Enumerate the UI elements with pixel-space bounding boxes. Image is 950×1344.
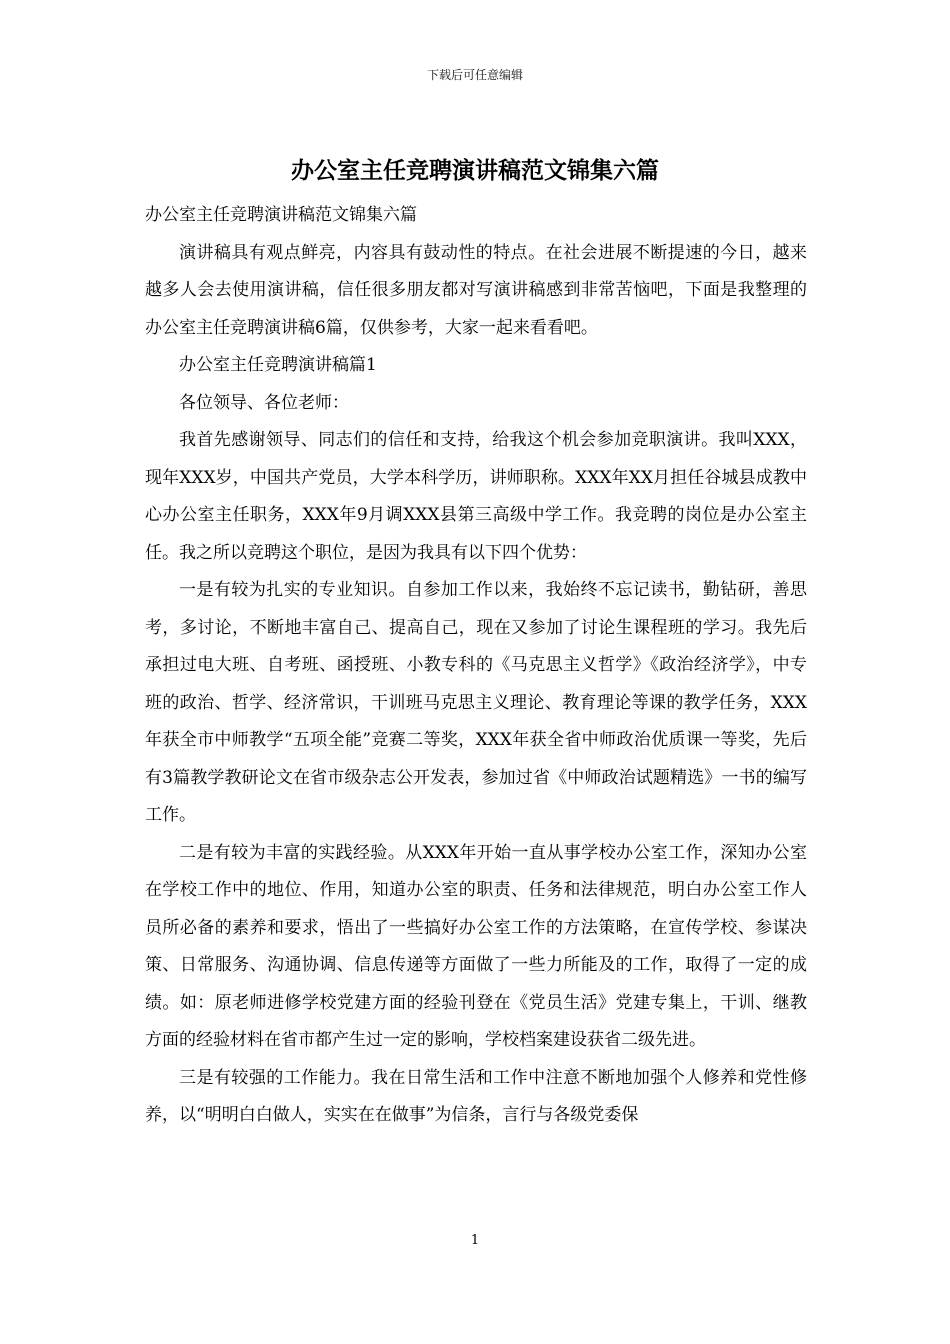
- page-number: 1: [470, 1233, 480, 1248]
- header-note: 下载后可任意编辑: [426, 68, 523, 82]
- paragraph: 各位领导、各位老师：: [179, 392, 349, 413]
- paragraph: 演讲稿具有观点鲜亮，内容具有鼓动性的特点。在社会进展不断提速的今日，越来越多人会去使用演讲稿，信任很多朋友都对写演讲稿感到非常苦恼吧，下面是我整理的办公室主任竞聘演讲稿6篇，仅供参考，大家一起来看看吧。: [145, 242, 807, 338]
- paragraph: 二是有较为丰富的实践经验。从XXX年开始一直从事学校办公室工作，深知办公室在学校工作中的地位、作用，知道办公室的职责、任务和法律规范，明白办公室工作人员所必备的素养和要求，悟出了一些搞好办公室工作的方法策略，在宣传学校、参谋决策、日常服务、沟通协调、信息传递等方面做了一些力所能及的工作，取得了一定的成绩。如：原老师进修学校党建方面的经验刊登在《党员生活》党建专集上，干训、继教方面的经验材料在省市都产生过一定的影响，学校档案建设获省二级先进。: [145, 842, 807, 1050]
- paragraph: 三是有较强的工作能力。我在日常生活和工作中注意不断地加强个人修养和党性修养，以“明明白白做人，实实在在做事”为信条，言行与各级党委保: [145, 1067, 807, 1125]
- document-body: [145, 197, 807, 1135]
- paragraph: 办公室主任竞聘演讲稿篇1: [179, 355, 377, 375]
- paragraph: 我首先感谢领导、同志们的信任和支持，给我这个机会参加竞职演讲。我叫XXX，现年XXX岁，中国共产党员，大学本科学历，讲师职称。XXX年XX月担任谷城县成教中心办公室主任职务，XXX年9月调XXX县第三高级中学工作。我竞聘的岗位是办公室主任。我之所以竞聘这个职位，是因为我具有以下四个优势：: [145, 430, 807, 563]
- paragraph: 一是有较为扎实的专业知识。自参加工作以来，我始终不忘记读书，勤钻研，善思考，多讨论，不断地丰富自己、提高自己，现在又参加了讨论生课程班的学习。我先后承担过电大班、自考班、函授班、小教专科的《马克思主义哲学》《政治经济学》，中专班的政治、哲学、经济常识，干训班马克思主义理论、教育理论等课的教学任务，XXX年获全市中师教学“五项全能”竞赛二等奖，XXX年获全省中师政治优质课一等奖，先后有3篇教学教研论文在省市级杂志公开发表，参加过省《中师政治试题精选》一书的编写工作。: [145, 580, 807, 825]
- paragraph: 办公室主任竞聘演讲稿范文锦集六篇: [145, 205, 417, 225]
- document-title: 办公室主任竞聘演讲稿范文锦集六篇: [291, 157, 659, 184]
